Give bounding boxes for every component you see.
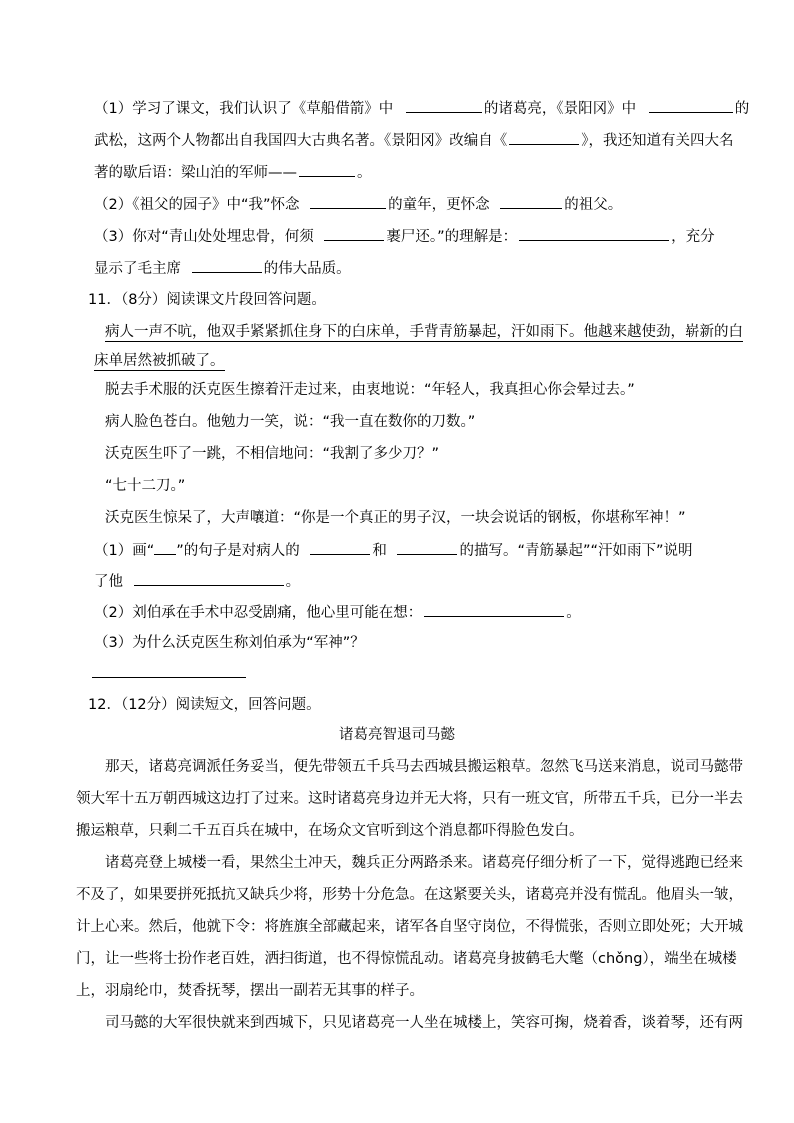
q11-blank-3[interactable] <box>134 571 284 586</box>
passage-line-7: 门，让一些将士扮作老百姓，洒扫街道，也不得惊慌乱动。诸葛亮身披鹤毛大氅（chǒng），端坐在城楼 <box>76 951 737 967</box>
passage-title: 诸葛亮智退司马懿 <box>339 727 455 743</box>
passage-line-3: 搬运粮草，只剩二千五百兵在城中，在场众文官听到这个消息都吓得脸色发白。 <box>76 823 584 839</box>
q11-sub1-text-f: 。 <box>285 574 301 590</box>
q11-sub1-text-c: 和 <box>372 543 387 559</box>
q11-heading: 11．（8分）阅读课文片段回答问题。 <box>88 292 326 308</box>
q10-blank-5[interactable] <box>310 194 386 209</box>
q10-p1-text-f: 著的歇后语：梁山泊的军师—— <box>94 165 297 181</box>
q10-p2-text-b: 的童年，更怀念 <box>388 197 490 213</box>
q11-underlined-line-2 <box>94 351 225 371</box>
q11-sub3-line: （3）为什么沃克医生称刘伯承为“军神”？ <box>94 635 365 651</box>
q10-line-1 <box>94 98 749 119</box>
q11-sub2-line <box>94 602 581 623</box>
passage-line-6: 计上心来。然后，他就下令：将旌旗全部藏起来，诸军各自坚守岗位，不得慌张，否则立即处死；大开城 <box>76 919 743 935</box>
q11-sub2-text-a: （2）刘伯承在手术中忍受剧痛，他心里可能在想： <box>94 605 423 621</box>
q10-p1-text-e: 》，我还知道有关四大名 <box>581 133 734 149</box>
q10-p3-text-a: （3）你对“青山处处埋忠骨，何须 <box>94 229 314 245</box>
q10-p1-text-c: 的 <box>734 101 750 117</box>
q11-underlined-sentence-b: 床单居然被抓破了。 <box>94 353 225 369</box>
q10-p1-text-b: 的诸葛亮，《景阳冈》中 <box>483 101 637 117</box>
q10-p3-text-d: 显示了毛主席 <box>94 261 181 277</box>
q11-sub1-text-a: （1）画“ <box>94 543 155 559</box>
passage-line-1: 那天，诸葛亮调派任务妥当，便先带领五千兵马去西城县搬运粮草。忽然飞马送来消息，说司马懿带 <box>105 759 743 775</box>
q10-blank-1[interactable] <box>406 98 482 113</box>
passage-line-5: 不及了，如果要拼死抵抗又缺兵少将，形势十分危急。在这紧要关头，诸葛亮并没有慌乱。他眉头一皱， <box>76 887 743 903</box>
q10-blank-2[interactable] <box>649 98 733 113</box>
q11-underlined-line-1 <box>105 322 743 342</box>
q11-answer-line[interactable] <box>92 677 246 678</box>
q11-blank-2[interactable] <box>397 540 457 555</box>
q11-sub1-line-2 <box>94 571 300 592</box>
q11-sub2-text-b: 。 <box>566 605 581 621</box>
passage-line-9: 司马懿的大军很快就来到西城下，只见诸葛亮一人坐在城楼上，笑容可掬，烧着香，谈着琴，还有两 <box>105 1015 743 1031</box>
q10-blank-7[interactable] <box>324 226 384 241</box>
q10-blank-9[interactable] <box>192 258 262 273</box>
q10-p3-text-b: 裹尸还。”的理解是： <box>386 229 518 245</box>
q10-blank-3[interactable] <box>509 130 579 145</box>
q11-paragraph-2: 脱去手术服的沃克医生擦着汗走过来，由衷地说：“年轻人，我真担心你会晕过去。” <box>105 382 635 398</box>
passage-line-2: 领大军十五万朝西城这边打了过来。这时诸葛亮身边并无大将，只有一班文官，所带五千兵，已分一半去 <box>76 791 743 807</box>
q11-underlined-sentence-a: 病人一声不吭，他双手紧紧抓住身下的白床单，手背青筋暴起，汗如雨下。他越来越使劲，崭新的白 <box>105 324 743 340</box>
q11-paragraph-6: 沃克医生惊呆了，大声嚷道：“你是一个真正的男子汉，一块会说话的钢板，你堪称军神！” <box>105 510 686 526</box>
q10-p1-text-a: （1）学习了课文，我们认识了《草船借箭》中 <box>94 101 394 117</box>
q11-paragraph-4: 沃克医生吓了一跳，不相信地问：“我割了多少刀？” <box>105 446 440 462</box>
q11-paragraph-5: “七十二刀。” <box>105 478 186 494</box>
q11-sub1-line-1 <box>94 540 693 561</box>
q12-heading: 12．（12分）阅读短文，回答问题。 <box>88 697 321 713</box>
q10-p2-text-c: 的祖父。 <box>564 197 623 213</box>
q10-line-4 <box>94 194 622 215</box>
q11-paragraph-3: 病人脸色苍白。他勉力一笑，说：“我一直在数你的刀数。” <box>105 414 476 430</box>
q10-p1-text-g: 。 <box>357 165 372 181</box>
passage-line-4: 诸葛亮登上城楼一看，果然尘土冲天，魏兵正分两路杀来。诸葛亮仔细分析了一下，觉得逃跑已经来 <box>105 855 743 871</box>
q11-blank-1[interactable] <box>310 540 370 555</box>
q10-p3-text-c: ，充分 <box>671 229 715 245</box>
q10-blank-6[interactable] <box>500 194 562 209</box>
q11-sub1-text-b: ”的句子是对病人的 <box>176 543 300 559</box>
q10-p1-text-d: 武松，这两个人物都出自我国四大古典名著。《景阳冈》改编自《 <box>94 133 508 149</box>
q10-p2-text-a: （2）《祖父的园子》中“我”怀念 <box>94 197 300 213</box>
q11-sub1-text-d: 的描写。“青筋暴起”“汗如雨下”说明 <box>459 543 693 559</box>
underline-sample <box>154 542 176 555</box>
q10-line-5 <box>94 226 715 247</box>
q10-line-2 <box>94 130 734 151</box>
q10-blank-8[interactable] <box>519 226 669 241</box>
passage-line-8: 上，羽扇纶巾，焚香抚琴，摆出一副若无其事的样子。 <box>76 983 424 999</box>
q10-line-3 <box>94 162 372 183</box>
q11-blank-4[interactable] <box>424 602 564 617</box>
q10-p3-text-e: 的伟大品质。 <box>263 261 351 277</box>
q10-blank-4[interactable] <box>299 162 355 177</box>
q11-sub1-text-e: 了他 <box>94 574 123 590</box>
q10-line-6 <box>94 258 351 279</box>
